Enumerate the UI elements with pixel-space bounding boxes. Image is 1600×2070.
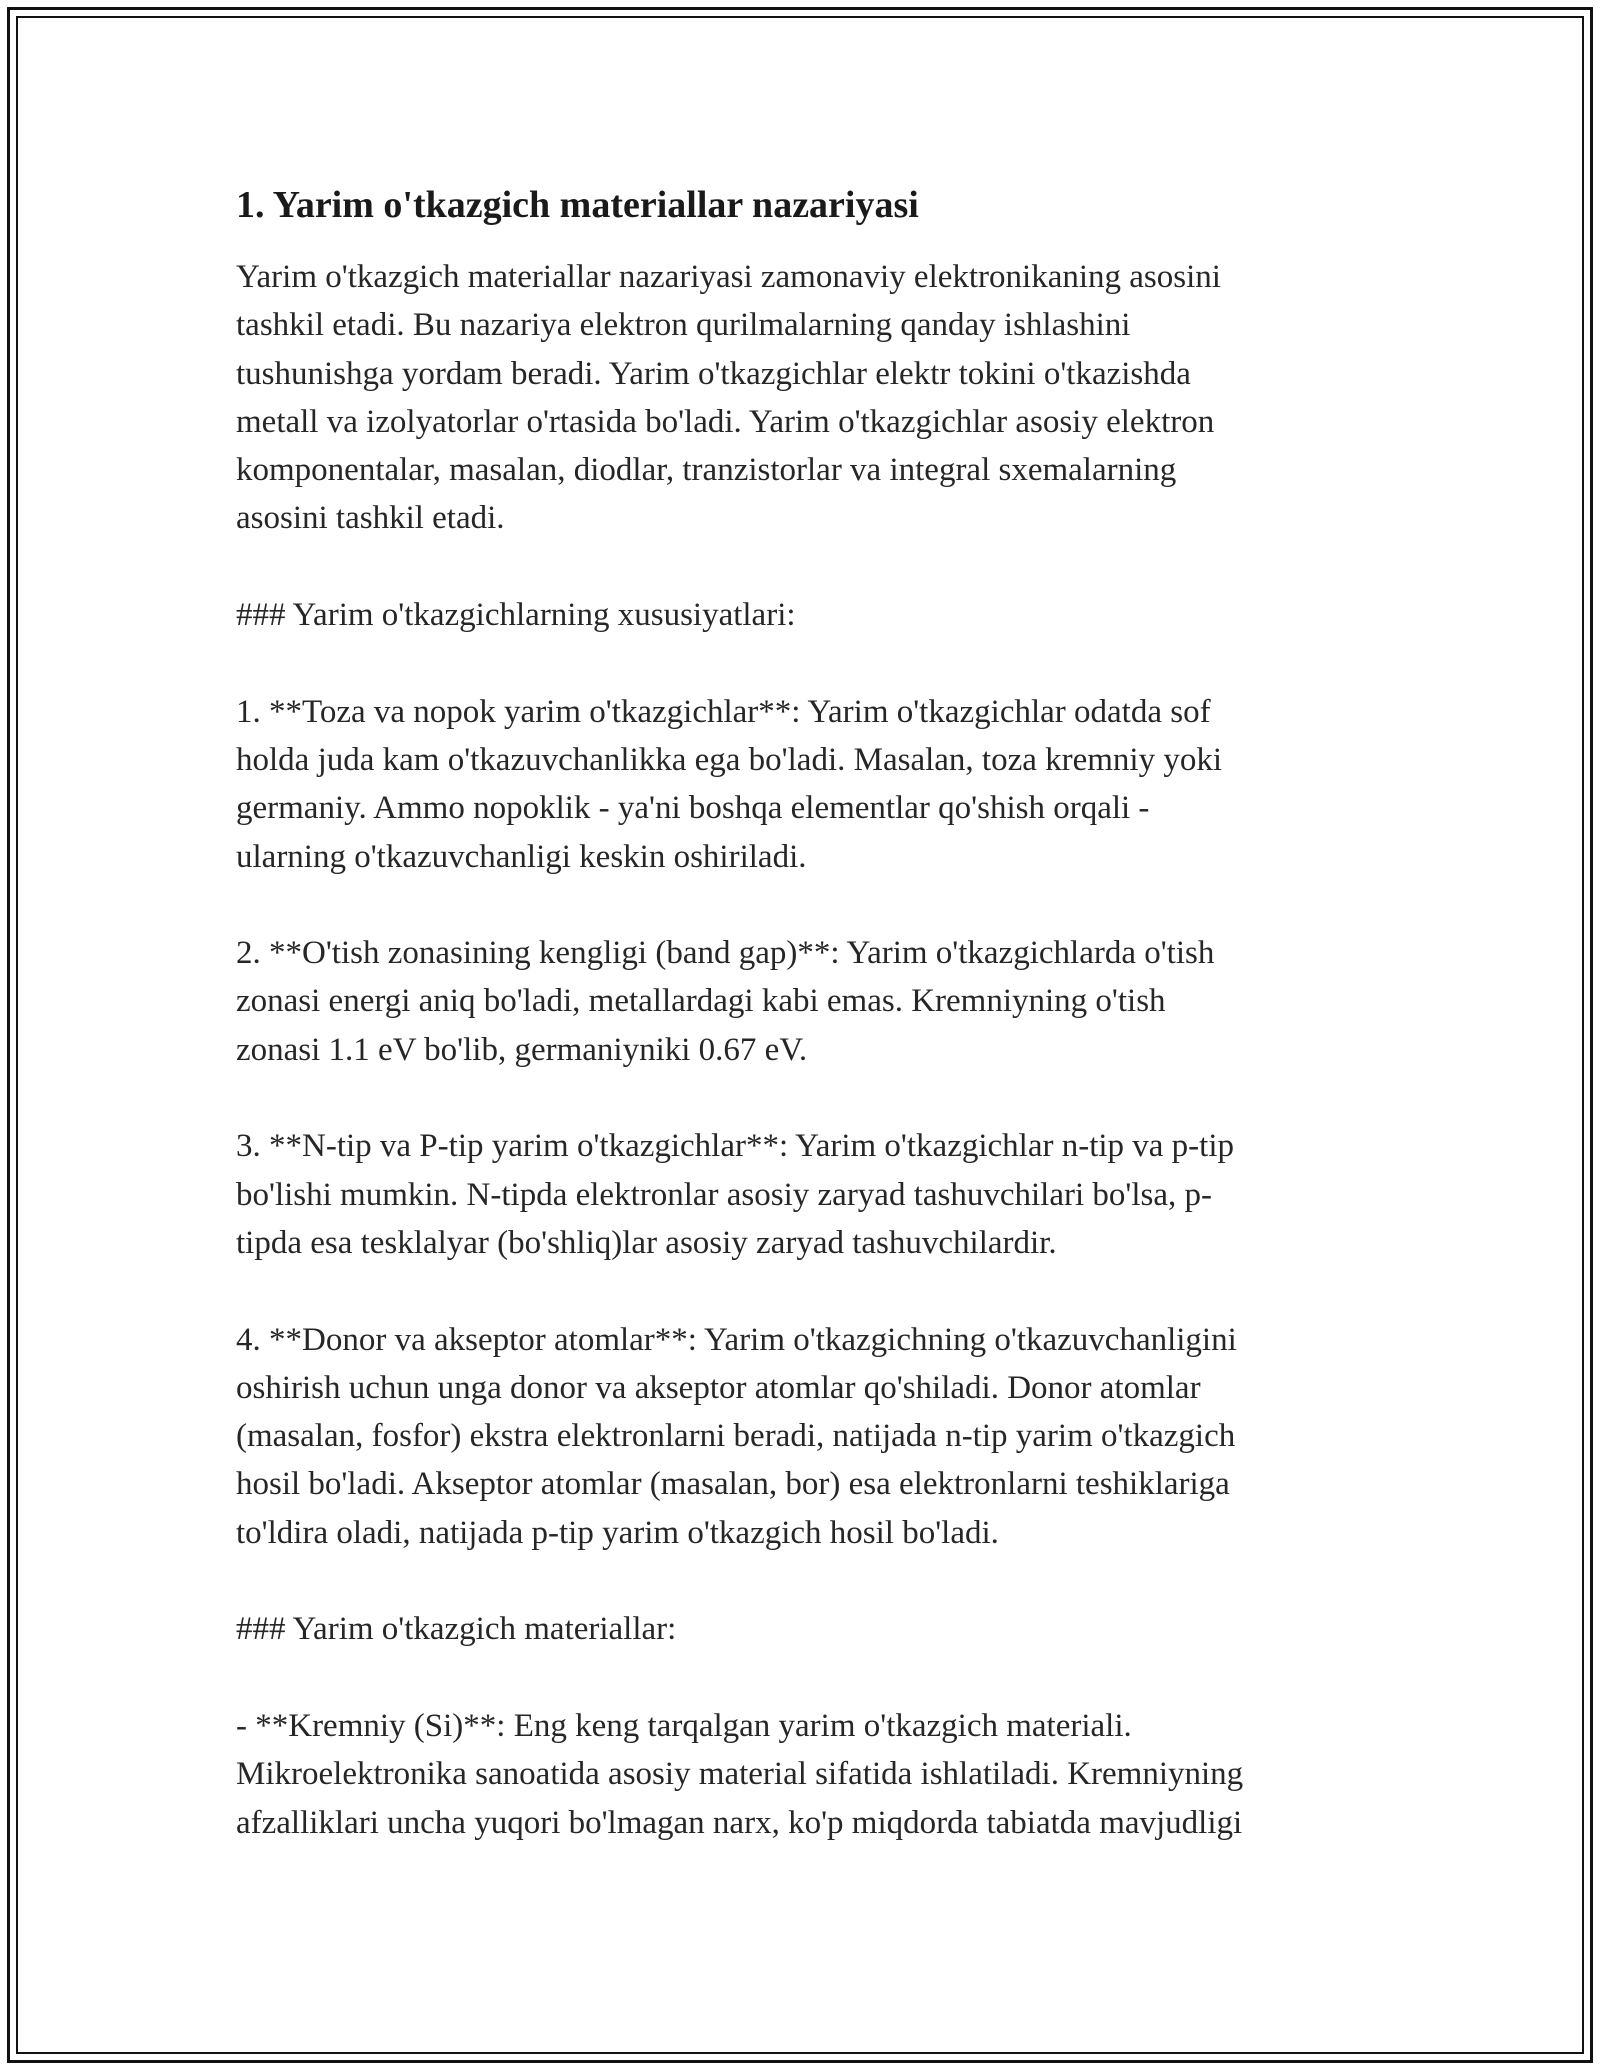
list-item-donor-acceptor: 4. **Donor va akseptor atomlar**: Yarim o'tkazgichning o'tkazuvchanligini oshirish uchun unga donor va akseptor atomlar qo'shiladi. Donor atomlar (masalan, fosfor) ekstra elektronlarni beradi, natijada n-tip yarim o'tkazgich hosil bo'ladi. Akseptor atomlar (masalan, bor) esa elektronlarni teshiklariga to'ldira oladi, natijada p-tip yarim o'tkazgich hosil bo'ladi. xyxy=(236,1321,1237,1551)
list-item-silicon: - **Kremniy (Si)**: Eng keng tarqalgan yarim o'tkazgich materiali. Mikroelektronika sanoatida asosiy material sifatida ishlatiladi. Kremniyning afzalliklari uncha yuqori bo'lmagan narx, ko'p miqdorda tabiatda mavjudligi xyxy=(236,1707,1244,1841)
list-item-n-p-type: 3. **N-tip va P-tip yarim o'tkazgichlar**: Yarim o'tkazgichlar n-tip va p-tip bo'lishi mumkin. N-tipda elektronlar asosiy zaryad tashuvchilari bo'lsa, p- tipda esa tesklalyar (bo'shliq)lar asosiy zaryad tashuvchilardir. xyxy=(236,1128,1235,1261)
document-title: 1. Yarim o'tkazgich materiallar nazariyasi xyxy=(236,184,919,226)
list-item-band-gap: 2. **O'tish zonasining kengligi (band gap)**: Yarim o'tkazgichlarda o'tish zonasi energi aniq bo'ladi, metallardagi kabi emas. Kremniyning o'tish zonasi 1.1 eV bo'lib, germaniyniki 0.67 eV. xyxy=(236,935,1215,1068)
list-item-pure-impure: 1. **Toza va nopok yarim o'tkazgichlar**: Yarim o'tkazgichlar odatda sof holda juda kam o'tkazuvchanlikka ega bo'ladi. Masalan, toza kremniy yoki germaniy. Ammo nopoklik - ya'ni boshqa elementlar qo'shish orqali - ularning o'tkazuvchanligi keskin oshiriladi. xyxy=(236,693,1223,875)
section-heading-materials: ### Yarim o'tkazgich materiallar: xyxy=(236,1611,677,1648)
section-heading-properties: ### Yarim o'tkazgichlarning xususiyatlari: xyxy=(236,597,796,634)
document-body xyxy=(236,183,1366,1895)
paragraph-intro: Yarim o'tkazgich materiallar nazariyasi zamonaviy elektronikaning asosini tashkil etadi. Bu nazariya elektron qurilmalarning qanday ishlashini tushunishga yordam beradi. Yarim o'tkazgichlar elektr tokini o'tkazishda metall va izolyatorlar o'rtasida bo'ladi. Yarim o'tkazgichlar asosiy elektron komponentalar, masalan, diodlar, tranzistorlar va integral sxemalarning asosini tashkil etadi. xyxy=(236,259,1221,537)
